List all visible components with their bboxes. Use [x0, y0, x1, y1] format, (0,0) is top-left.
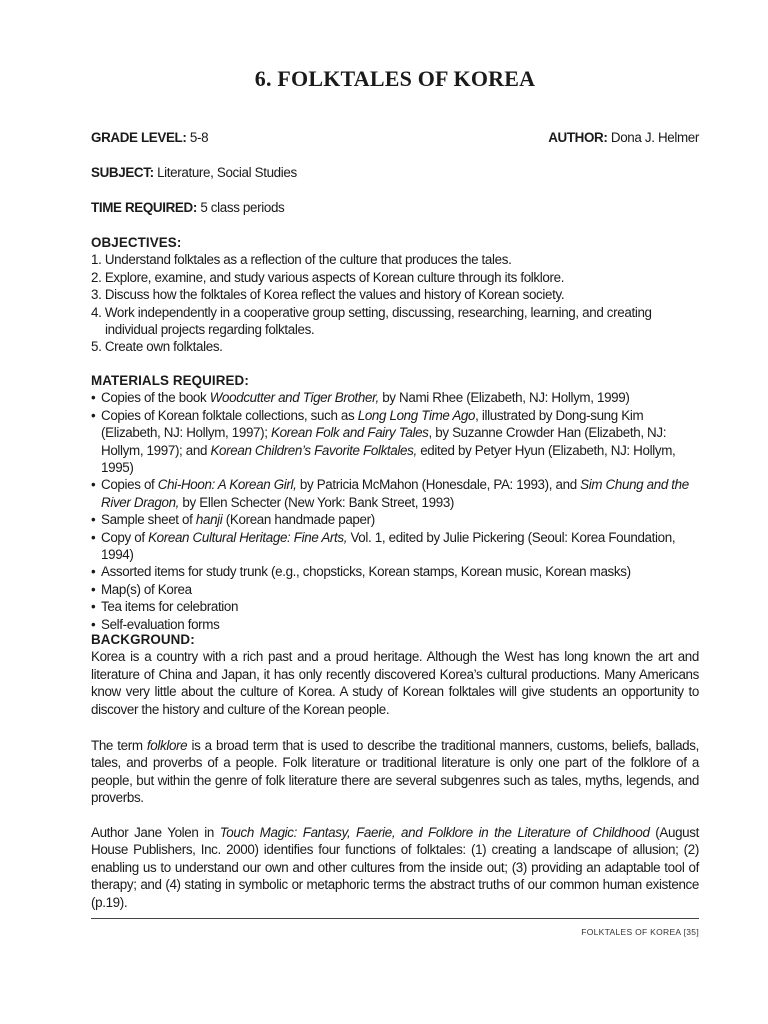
- background-heading: BACKGROUND:: [91, 632, 195, 647]
- page-title: 6. FOLKTALES OF KOREA: [254, 66, 536, 91]
- objective-item: 3. Discuss how the folktales of Korea reflect the values and history of Korean society.: [91, 287, 565, 303]
- materials-section: [91, 372, 699, 633]
- objective-item: 1. Understand folktales as a reflection of the culture that produces the tales.: [91, 252, 512, 268]
- yolen-paragraph: Author Jane Yolen in Touch Magic: Fantasy, Faerie, and Folklore in the Literature of Childhood (August House Publishers, Inc. 2000) identifies four functions of folktales: (1) creating a landscape of allusion; (2) enabling us to understand our own and other cultures from the inside out; (3) providing an adaptable tool of therapy; and (4) stating in symbolic or metaphoric terms the abstract truths of our common human existence (p.19).: [91, 825, 699, 910]
- footer-divider: [91, 918, 699, 919]
- materials-heading: MATERIALS REQUIRED:: [91, 373, 249, 388]
- objective-item: 2. Explore, examine, and study various aspects of Korean culture through its folklore.: [91, 269, 565, 285]
- material-item: • Map(s) of Korea: [91, 581, 192, 597]
- subject-label: SUBJECT:: [91, 165, 154, 180]
- subject-value: Literature, Social Studies: [157, 165, 297, 180]
- material-item: • Copy of Korean Cultural Heritage: Fine Arts, Vol. 1, edited by Julie Pickering (Seoul: Korea Foundation, 1994): [91, 529, 676, 563]
- time-required-label: TIME REQUIRED:: [91, 200, 197, 215]
- background-section: [91, 631, 699, 718]
- folklore-paragraph: The term folklore is a broad term that is used to describe the traditional manners, customs, beliefs, ballads, tales, and proverbs of a people. Folk literature or traditional literature is only one part of the folklore of a people, but within the genre of folk literature there are several subgenres such as tales, myths, legends, and proverbs.: [91, 738, 699, 806]
- subject-line: [91, 164, 699, 181]
- time-required-value: 5 class periods: [200, 200, 285, 215]
- material-item: • Tea items for celebration: [91, 599, 239, 615]
- author-value: Dona J. Helmer: [610, 130, 699, 145]
- grade-level-value: 5-8: [189, 130, 209, 145]
- time-required-line: [91, 199, 699, 216]
- objectives-list: [91, 251, 699, 355]
- material-item: • Copies of the book Woodcutter and Tiger Brother, by Nami Rhee (Elizabeth, NJ: Hollym, 1999): [91, 390, 630, 406]
- material-item: • Copies of Chi-Hoon: A Korean Girl, by Patricia McMahon (Honesdale, PA: 1993), and Sim Chung and the River Dragon, by Ellen Schecter (New York: Bank Street, 1993): [91, 477, 689, 510]
- objective-item: 4. Work independently in a cooperative group setting, discussing, researching, learning, and creating individual projects regarding folktales.: [91, 304, 652, 338]
- grade-level-label: GRADE LEVEL:: [91, 130, 187, 145]
- objectives-section: [91, 234, 699, 356]
- material-item: • Assorted items for study trunk (e.g., chopsticks, Korean stamps, Korean music, Korean masks): [91, 564, 631, 580]
- page-footer: [581, 927, 699, 937]
- author-label: AUTHOR:: [548, 130, 608, 145]
- material-item: • Self-evaluation forms: [91, 616, 220, 632]
- footer-title: FOLKTALES OF KOREA: [581, 927, 681, 937]
- objective-item: 5. Create own folktales.: [91, 339, 223, 355]
- material-item: • Copies of Korean folktale collections, such as Long Long Time Ago, illustrated by Dong-sung Kim (Elizabeth, NJ: Hollym, 1997); Korean Folk and Fairy Tales, by Suzanne Crowder Han (Elizabeth, NJ: Hollym, 1997); and Korean Children’s Favorite Folktales, edited by Petyer Hyun (Elizabeth, NJ: Hollym, 1995): [91, 407, 676, 476]
- grade-level-line: [91, 129, 699, 146]
- background-paragraph: Korea is a country with a rich past and a proud heritage. Although the West has long known the art and literature of China and Japan, it has only recently discovered Korea’s cultural productions. Many Americans know very little about the culture of Korea. A study of Korean folktales will give students an opportunity to discover the history and culture of the Korean people.: [91, 649, 699, 717]
- author-line: [548, 129, 699, 146]
- material-item: • Sample sheet of hanji (Korean handmade paper): [91, 512, 375, 528]
- materials-list: [91, 389, 699, 633]
- objectives-heading: OBJECTIVES:: [91, 235, 182, 250]
- page-number: [35]: [683, 927, 699, 937]
